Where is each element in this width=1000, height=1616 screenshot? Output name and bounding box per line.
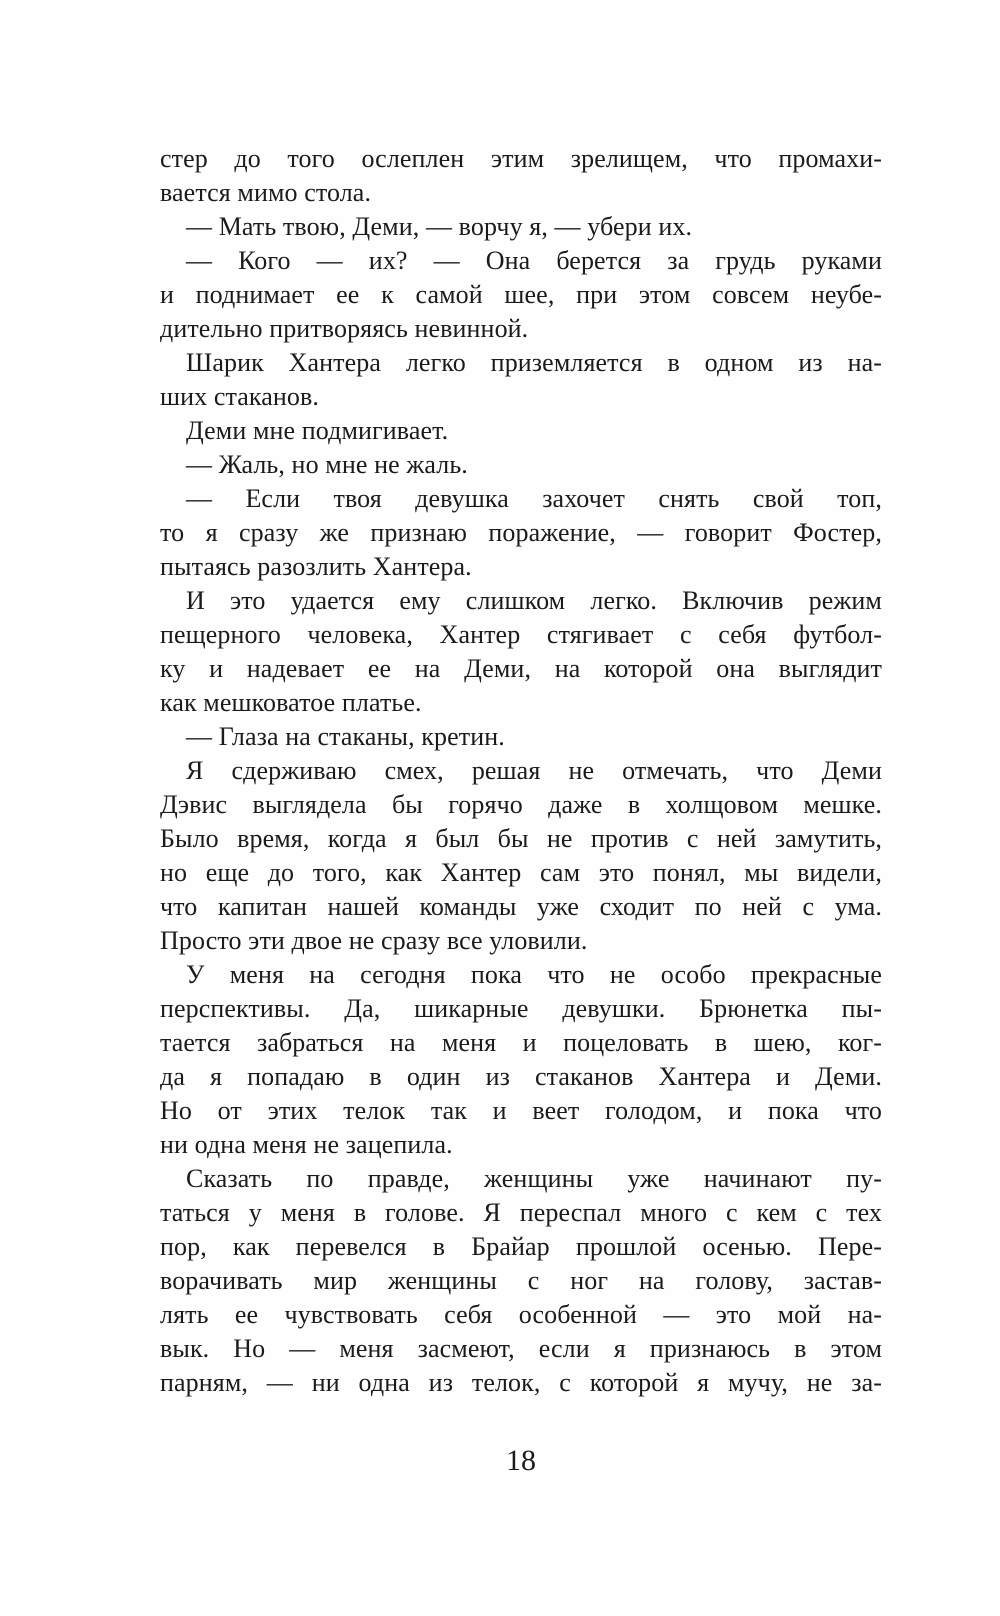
text-line: как мешковатое платье. bbox=[160, 688, 422, 717]
text-line: парням, — ни одна из телок, с которой я мучу, не за- bbox=[160, 1368, 882, 1397]
text-line: пытаясь разозлить Хантера. bbox=[160, 552, 472, 581]
text-line: тается забраться на меня и поцеловать в шею, ког- bbox=[160, 1028, 882, 1057]
page-number: 18 bbox=[506, 1444, 536, 1477]
text-line: стер до того ослеплен этим зрелищем, что промахи- bbox=[160, 144, 882, 173]
text-line: — Глаза на стаканы, кретин. bbox=[186, 722, 505, 751]
text-line: лять ее чувствовать себя особенной — это мой на- bbox=[160, 1300, 882, 1329]
text-line: Я сдерживаю смех, решая не отмечать, что Деми bbox=[186, 756, 882, 785]
text-line: пещерного человека, Хантер стягивает с себя футбол- bbox=[160, 620, 882, 649]
text-line: ших стаканов. bbox=[160, 382, 319, 411]
text-line: — Если твоя девушка захочет снять свой топ, bbox=[186, 484, 882, 513]
text-line: — Жаль, но мне не жаль. bbox=[186, 450, 468, 479]
text-line: пор, как перевелся в Брайар прошлой осенью. Пере- bbox=[160, 1232, 882, 1261]
text-line: — Мать твою, Деми, — ворчу я, — убери их. bbox=[186, 212, 693, 241]
text-line: Но от этих телок так и веет голодом, и пока что bbox=[160, 1096, 882, 1125]
text-line: но еще до того, как Хантер сам это понял, мы видели, bbox=[160, 858, 882, 887]
text-line: Просто эти двое не сразу все уловили. bbox=[160, 926, 588, 955]
text-line: дительно притворяясь невинной. bbox=[160, 314, 529, 343]
page-text bbox=[160, 142, 882, 1400]
text-line: вается мимо стола. bbox=[160, 178, 372, 207]
text-line: Сказать по правде, женщины уже начинают пу- bbox=[186, 1164, 882, 1193]
text-line: ку и надевает ее на Деми, на которой она выглядит bbox=[160, 654, 882, 683]
text-line: У меня на сегодня пока что не особо прекрасные bbox=[186, 960, 882, 989]
text-line: и поднимает ее к самой шее, при этом совсем неубе- bbox=[160, 280, 882, 309]
text-line: ни одна меня не зацепила. bbox=[160, 1130, 453, 1159]
text-line: — Кого — их? — Она берется за грудь руками bbox=[186, 246, 882, 275]
text-line: то я сразу же признаю поражение, — говорит Фостер, bbox=[160, 518, 882, 547]
text-line: И это удается ему слишком легко. Включив режим bbox=[186, 586, 882, 615]
text-line: Шарик Хантера легко приземляется в одном из на- bbox=[186, 348, 882, 377]
text-line: да я попадаю в один из стаканов Хантера и Деми. bbox=[160, 1062, 882, 1091]
text-line: таться у меня в голове. Я переспал много с кем с тех bbox=[160, 1198, 882, 1227]
text-line: ворачивать мир женщины с ног на голову, застав- bbox=[160, 1266, 882, 1295]
text-line: перспективы. Да, шикарные девушки. Брюнетка пы- bbox=[160, 994, 882, 1023]
text-line: вык. Но — меня засмеют, если я признаюсь в этом bbox=[160, 1334, 882, 1363]
text-line: Деми мне подмигивает. bbox=[186, 416, 449, 445]
text-line: что капитан нашей команды уже сходит по ней с ума. bbox=[160, 892, 882, 921]
text-line: Дэвис выглядела бы горячо даже в холщовом мешке. bbox=[160, 790, 882, 819]
text-line: Было время, когда я был бы не против с ней замутить, bbox=[160, 824, 882, 853]
